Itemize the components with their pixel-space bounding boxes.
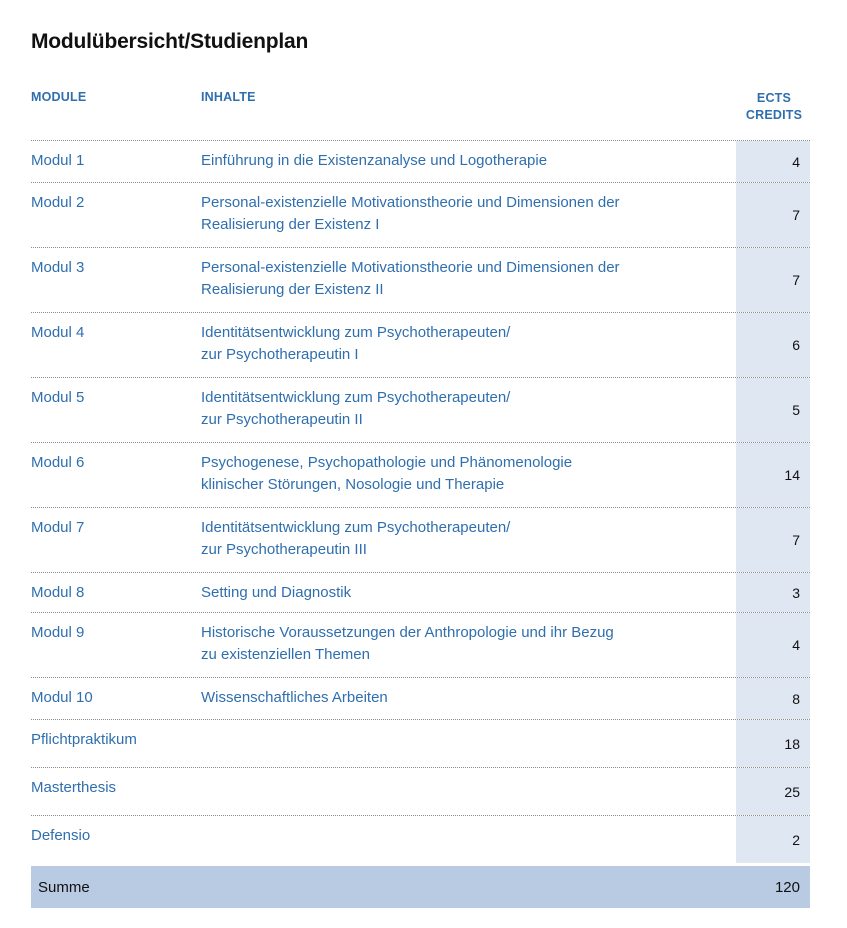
module-name: Modul 8 bbox=[31, 584, 85, 601]
module-name: Modul 5 bbox=[31, 389, 85, 406]
module-content-line1: Psychogenese, Psychopathologie und Phänomenologie bbox=[201, 454, 573, 471]
ects-value: 3 bbox=[736, 573, 810, 612]
module-content-line2: zur Psychotherapeutin III bbox=[201, 541, 367, 558]
module-content bbox=[201, 248, 731, 312]
module-name: Modul 4 bbox=[31, 324, 85, 341]
module-content-line1: Personal-existenzielle Motivationstheorie und Dimensionen der bbox=[201, 194, 620, 211]
module-content-line1: Setting und Diagnostik bbox=[201, 584, 352, 601]
module-content bbox=[201, 313, 731, 377]
table-row bbox=[31, 442, 810, 507]
column-header-ects bbox=[738, 90, 810, 124]
column-header-ects-line1: ECTS bbox=[756, 91, 792, 105]
ects-value: 7 bbox=[736, 248, 810, 312]
table-row bbox=[31, 572, 810, 612]
sum-label: Summe bbox=[38, 878, 90, 896]
sum-total: 120 bbox=[774, 878, 800, 896]
module-content-line1: Einführung in die Existenzanalyse und Logotherapie bbox=[201, 152, 548, 169]
ects-value: 4 bbox=[736, 141, 810, 182]
table-row bbox=[31, 182, 810, 247]
module-content bbox=[201, 573, 731, 612]
module-content bbox=[201, 141, 731, 182]
ects-value: 14 bbox=[736, 443, 810, 507]
sum-row bbox=[31, 866, 810, 908]
module-content bbox=[201, 508, 731, 572]
module-name: Modul 6 bbox=[31, 454, 85, 471]
module-name: Modul 7 bbox=[31, 519, 85, 536]
ects-value: 4 bbox=[736, 613, 810, 677]
column-header-module: MODULE bbox=[31, 90, 87, 104]
module-name: Masterthesis bbox=[31, 779, 117, 796]
table-row bbox=[31, 677, 810, 719]
table-row bbox=[31, 612, 810, 677]
module-content-line1: Identitätsentwicklung zum Psychotherapeuten/ bbox=[201, 324, 511, 341]
module-name: Defensio bbox=[31, 827, 91, 844]
table-row bbox=[31, 767, 810, 815]
module-content-line1: Identitätsentwicklung zum Psychotherapeuten/ bbox=[201, 389, 511, 406]
column-header-inhalte: INHALTE bbox=[201, 90, 256, 104]
table-row bbox=[31, 719, 810, 767]
module-content bbox=[201, 378, 731, 442]
table-row bbox=[31, 312, 810, 377]
module-content-line1: Identitätsentwicklung zum Psychotherapeuten/ bbox=[201, 519, 511, 536]
module-name: Modul 10 bbox=[31, 689, 93, 706]
ects-value: 18 bbox=[736, 720, 810, 767]
module-content bbox=[201, 183, 731, 247]
module-content-line1: Historische Voraussetzungen der Anthropologie und ihr Bezug bbox=[201, 624, 614, 641]
ects-value: 2 bbox=[736, 816, 810, 863]
module-content-line2: zur Psychotherapeutin II bbox=[201, 411, 363, 428]
ects-value: 5 bbox=[736, 378, 810, 442]
page-title: Modulübersicht/Studienplan bbox=[31, 30, 309, 53]
module-content-line2: Realisierung der Existenz II bbox=[201, 281, 384, 298]
ects-value: 7 bbox=[736, 508, 810, 572]
table-row bbox=[31, 247, 810, 312]
ects-value: 25 bbox=[736, 768, 810, 815]
module-name: Pflichtpraktikum bbox=[31, 731, 137, 748]
module-content-line2: klinischer Störungen, Nosologie und Therapie bbox=[201, 476, 505, 493]
module-table bbox=[31, 140, 810, 863]
module-name: Modul 1 bbox=[31, 152, 85, 169]
module-content-line2: Realisierung der Existenz I bbox=[201, 216, 380, 233]
column-header-ects-line2: CREDITS bbox=[745, 108, 803, 122]
table-row bbox=[31, 377, 810, 442]
module-name: Modul 9 bbox=[31, 624, 85, 641]
module-content bbox=[201, 613, 731, 677]
module-content-line1: Personal-existenzielle Motivationstheorie und Dimensionen der bbox=[201, 259, 620, 276]
module-content-line2: zu existenziellen Themen bbox=[201, 646, 370, 663]
module-content bbox=[201, 678, 731, 719]
table-row bbox=[31, 815, 810, 863]
ects-value: 7 bbox=[736, 183, 810, 247]
module-name: Modul 2 bbox=[31, 194, 85, 211]
table-row bbox=[31, 140, 810, 182]
module-content bbox=[201, 443, 731, 507]
table-row bbox=[31, 507, 810, 572]
ects-value: 6 bbox=[736, 313, 810, 377]
ects-value: 8 bbox=[736, 678, 810, 719]
module-name: Modul 3 bbox=[31, 259, 85, 276]
module-content-line1: Wissenschaftliches Arbeiten bbox=[201, 689, 388, 706]
module-content-line2: zur Psychotherapeutin I bbox=[201, 346, 359, 363]
